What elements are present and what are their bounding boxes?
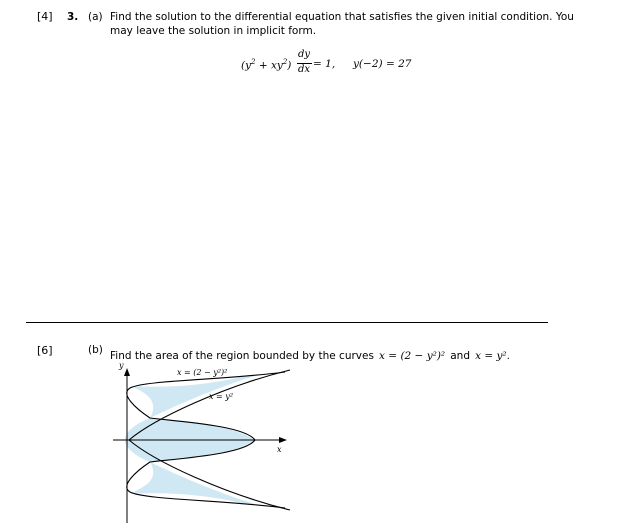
part-a-text-line1: Find the solution to the differential equation that satisfies the given initial condition. You [110, 11, 574, 23]
fraction-denominator: dx [298, 64, 311, 75]
y-axis-label: y [119, 361, 124, 370]
part-b-curve2: x = y². [475, 350, 510, 362]
equation-plus: + xy [255, 59, 283, 72]
part-b-label: (b) [88, 344, 103, 356]
curve1-label: x = (2 − y²)² [177, 368, 228, 377]
question-number: 3. [67, 11, 79, 23]
marks-a: [4] [37, 10, 53, 23]
part-b-curve1: x = (2 − y²)² [379, 350, 446, 362]
y-axis-arrow [124, 368, 130, 376]
equation-close: ) [287, 59, 292, 72]
initial-condition: y(−2) = 27 [353, 58, 412, 70]
fraction-numerator: dy [298, 49, 311, 60]
x-axis-arrow [279, 437, 287, 443]
part-a-label: (a) [88, 11, 103, 23]
part-b-text: Find the area of the region bounded by the curves [110, 350, 374, 362]
region-figure [105, 358, 305, 528]
marks-b: [6] [37, 344, 53, 357]
equation-rhs: = 1, [313, 58, 336, 70]
equation-lhs-open: (y [241, 59, 252, 72]
part-a-text-line2: may leave the solution in implicit form. [110, 25, 317, 37]
x-axis-label: x [277, 445, 282, 454]
curve2-label: x = y² [209, 392, 234, 401]
section-divider [26, 322, 548, 323]
part-b-and: and [450, 350, 470, 362]
